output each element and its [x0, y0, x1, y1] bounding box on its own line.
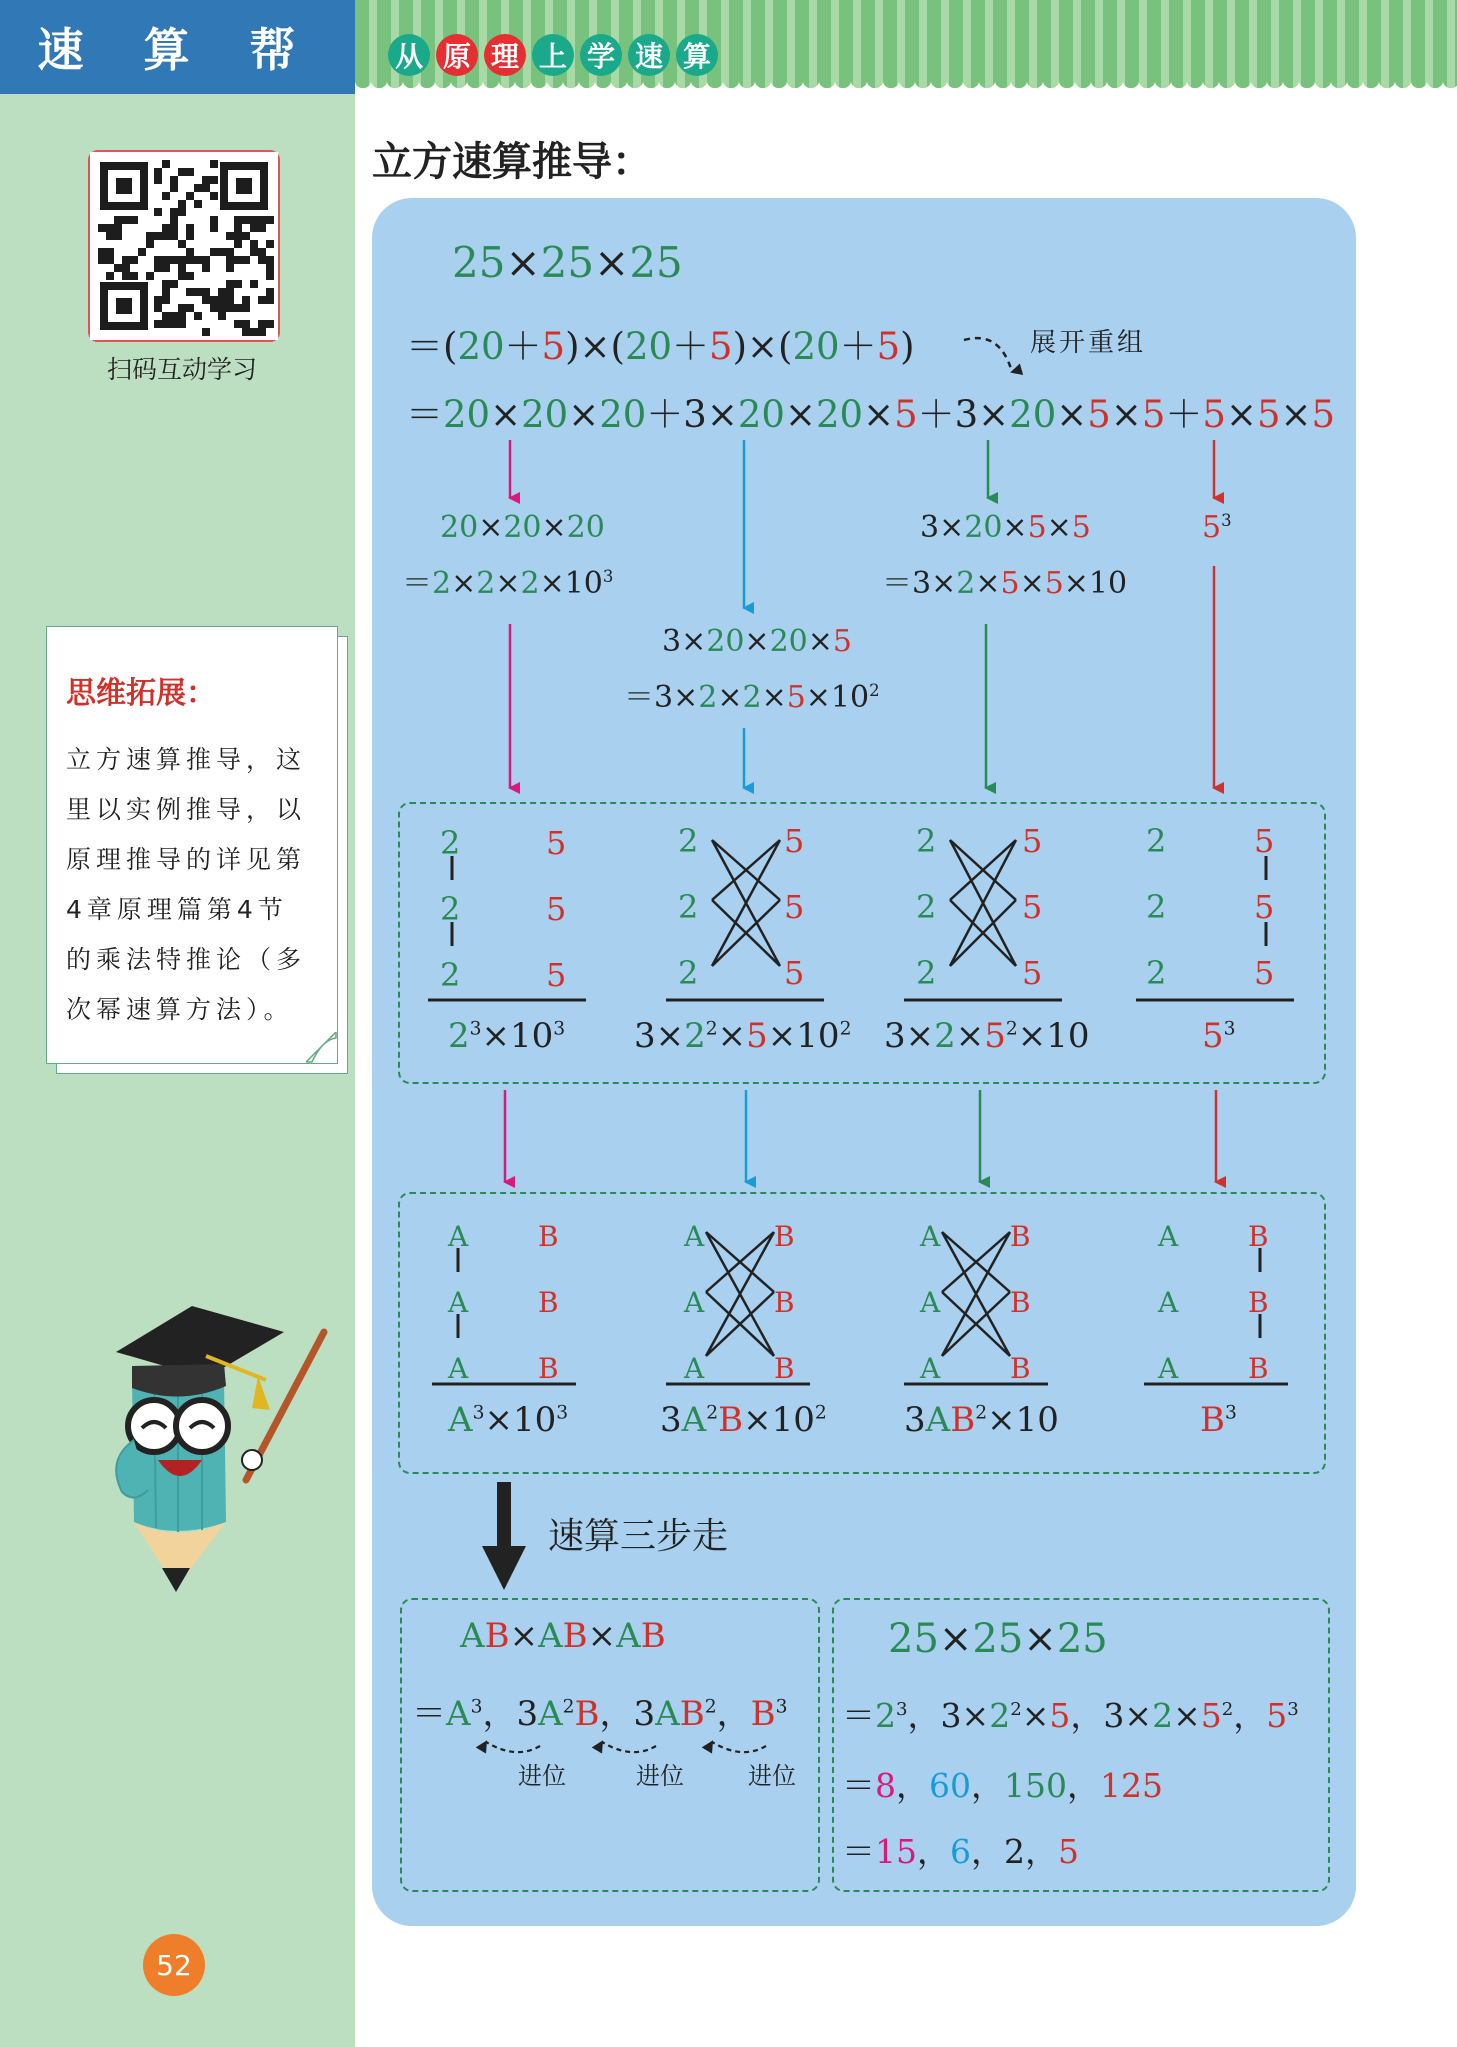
brand-title: 速 算 帮 — [0, 0, 355, 94]
digit-col: 2 2 2 — [916, 822, 937, 992]
letter-col: A A A — [448, 1220, 469, 1385]
header-chip: 理 — [484, 34, 526, 76]
term1-line1: 20×20×20 — [440, 510, 605, 545]
formula-result: $=A^3$，$3A^2B$，$3AB^2$，$B^3$ — [412, 1694, 788, 1734]
header-chip: 上 — [532, 34, 574, 76]
example-step2: ＝8，60，150，125 — [842, 1766, 1163, 1805]
term4: $5^3$ — [1202, 510, 1232, 545]
carry-label: 进位 — [636, 1762, 684, 1790]
example-expression: 25×25×25 — [888, 1616, 1108, 1662]
header-chip: 算 — [676, 34, 718, 76]
note-line: 里以实例推导，以 — [66, 795, 307, 824]
note-line: 立方速算推导，这 — [66, 745, 307, 774]
header-chip: 原 — [436, 34, 478, 76]
expand-label: 展开重组 — [1030, 328, 1147, 358]
letter-col: A A A — [1158, 1220, 1179, 1385]
term3-line1: 3×20×5×5 — [920, 510, 1091, 545]
note-line: 原理推导的详见第 — [66, 845, 307, 874]
expand-arrow — [964, 338, 1012, 372]
example-step1: $=2^3$，$3\times 2^2\times 5$，$3\times 2\times 5^2$，$5^3$ — [842, 1696, 1299, 1735]
term3-line2: ＝3×2×5×5×10 — [882, 566, 1128, 601]
letter-result-3: $3AB^2\times 10$ — [904, 1400, 1059, 1440]
digit-col: 5 5 5 — [1254, 822, 1275, 992]
term2-line1: 3×20×20×5 — [662, 624, 852, 659]
letter-result-1: $A^3\times 10^3$ — [448, 1400, 569, 1440]
term2-line2: $=3\times 2\times 2\times 5\times 10^2$ — [624, 680, 880, 715]
digit-col: 5 5 5 — [784, 822, 805, 992]
carry-label: 进位 — [748, 1762, 796, 1790]
carry-label: 进位 — [518, 1762, 566, 1790]
note-line: 4章原理篇第4节 — [66, 895, 288, 924]
digit-result-3: $3\times 2\times 5^2\times 10$ — [884, 1016, 1090, 1056]
letter-col: B B B — [538, 1220, 559, 1385]
section-title: 立方速算推导： — [372, 139, 652, 185]
note-title: 思维拓展： — [66, 676, 216, 711]
letter-col: B B B — [774, 1220, 795, 1385]
digit-col: 2 2 2 — [440, 824, 461, 994]
digit-result-4: $5^3$ — [1202, 1016, 1236, 1056]
three-steps-label: 速算三步走 — [548, 1516, 729, 1557]
letter-result-2: $3A^2B\times 10^2$ — [660, 1400, 827, 1440]
problem-expression: 25×25×25 — [452, 238, 683, 287]
formula-expression: AB×AB×AB — [460, 1616, 666, 1656]
note-line: 次幂速算方法）。 — [66, 995, 294, 1024]
term1-line2: $=2\times 2\times 2\times 10^3$ — [402, 566, 614, 601]
digit-col: 2 2 2 — [1146, 822, 1167, 992]
page-number: 52 — [143, 1934, 205, 1996]
letter-result-4: $B^3$ — [1200, 1400, 1237, 1440]
header-chip: 学 — [580, 34, 622, 76]
letter-col: A A A — [684, 1220, 705, 1385]
header-chip: 速 — [628, 34, 670, 76]
qr-caption: 扫码互动学习 — [106, 355, 257, 384]
letter-col: B B B — [1248, 1220, 1269, 1385]
letter-col: A A A — [920, 1220, 941, 1385]
note-line: 的乘法特推论（多 — [66, 945, 307, 974]
digit-col: 5 5 5 — [546, 824, 567, 994]
letter-col: B B B — [1010, 1220, 1031, 1385]
digit-col: 5 5 5 — [1022, 822, 1043, 992]
digit-result-2: $3\times 2^2\times 5\times 10^2$ — [634, 1016, 852, 1056]
digit-col: 2 2 2 — [678, 822, 699, 992]
example-step3: ＝15，6，2，5 — [842, 1832, 1079, 1871]
regroup-line: ＝20×20×20＋3×20×20×5＋3×20×5×5＋5×5×5 — [406, 393, 1336, 436]
expansion-line: ＝(20＋5)×(20＋5)×(20＋5) — [406, 325, 915, 368]
digit-result-1: $2^3\times 10^3$ — [448, 1016, 566, 1056]
header-chip: 从 — [388, 34, 430, 76]
